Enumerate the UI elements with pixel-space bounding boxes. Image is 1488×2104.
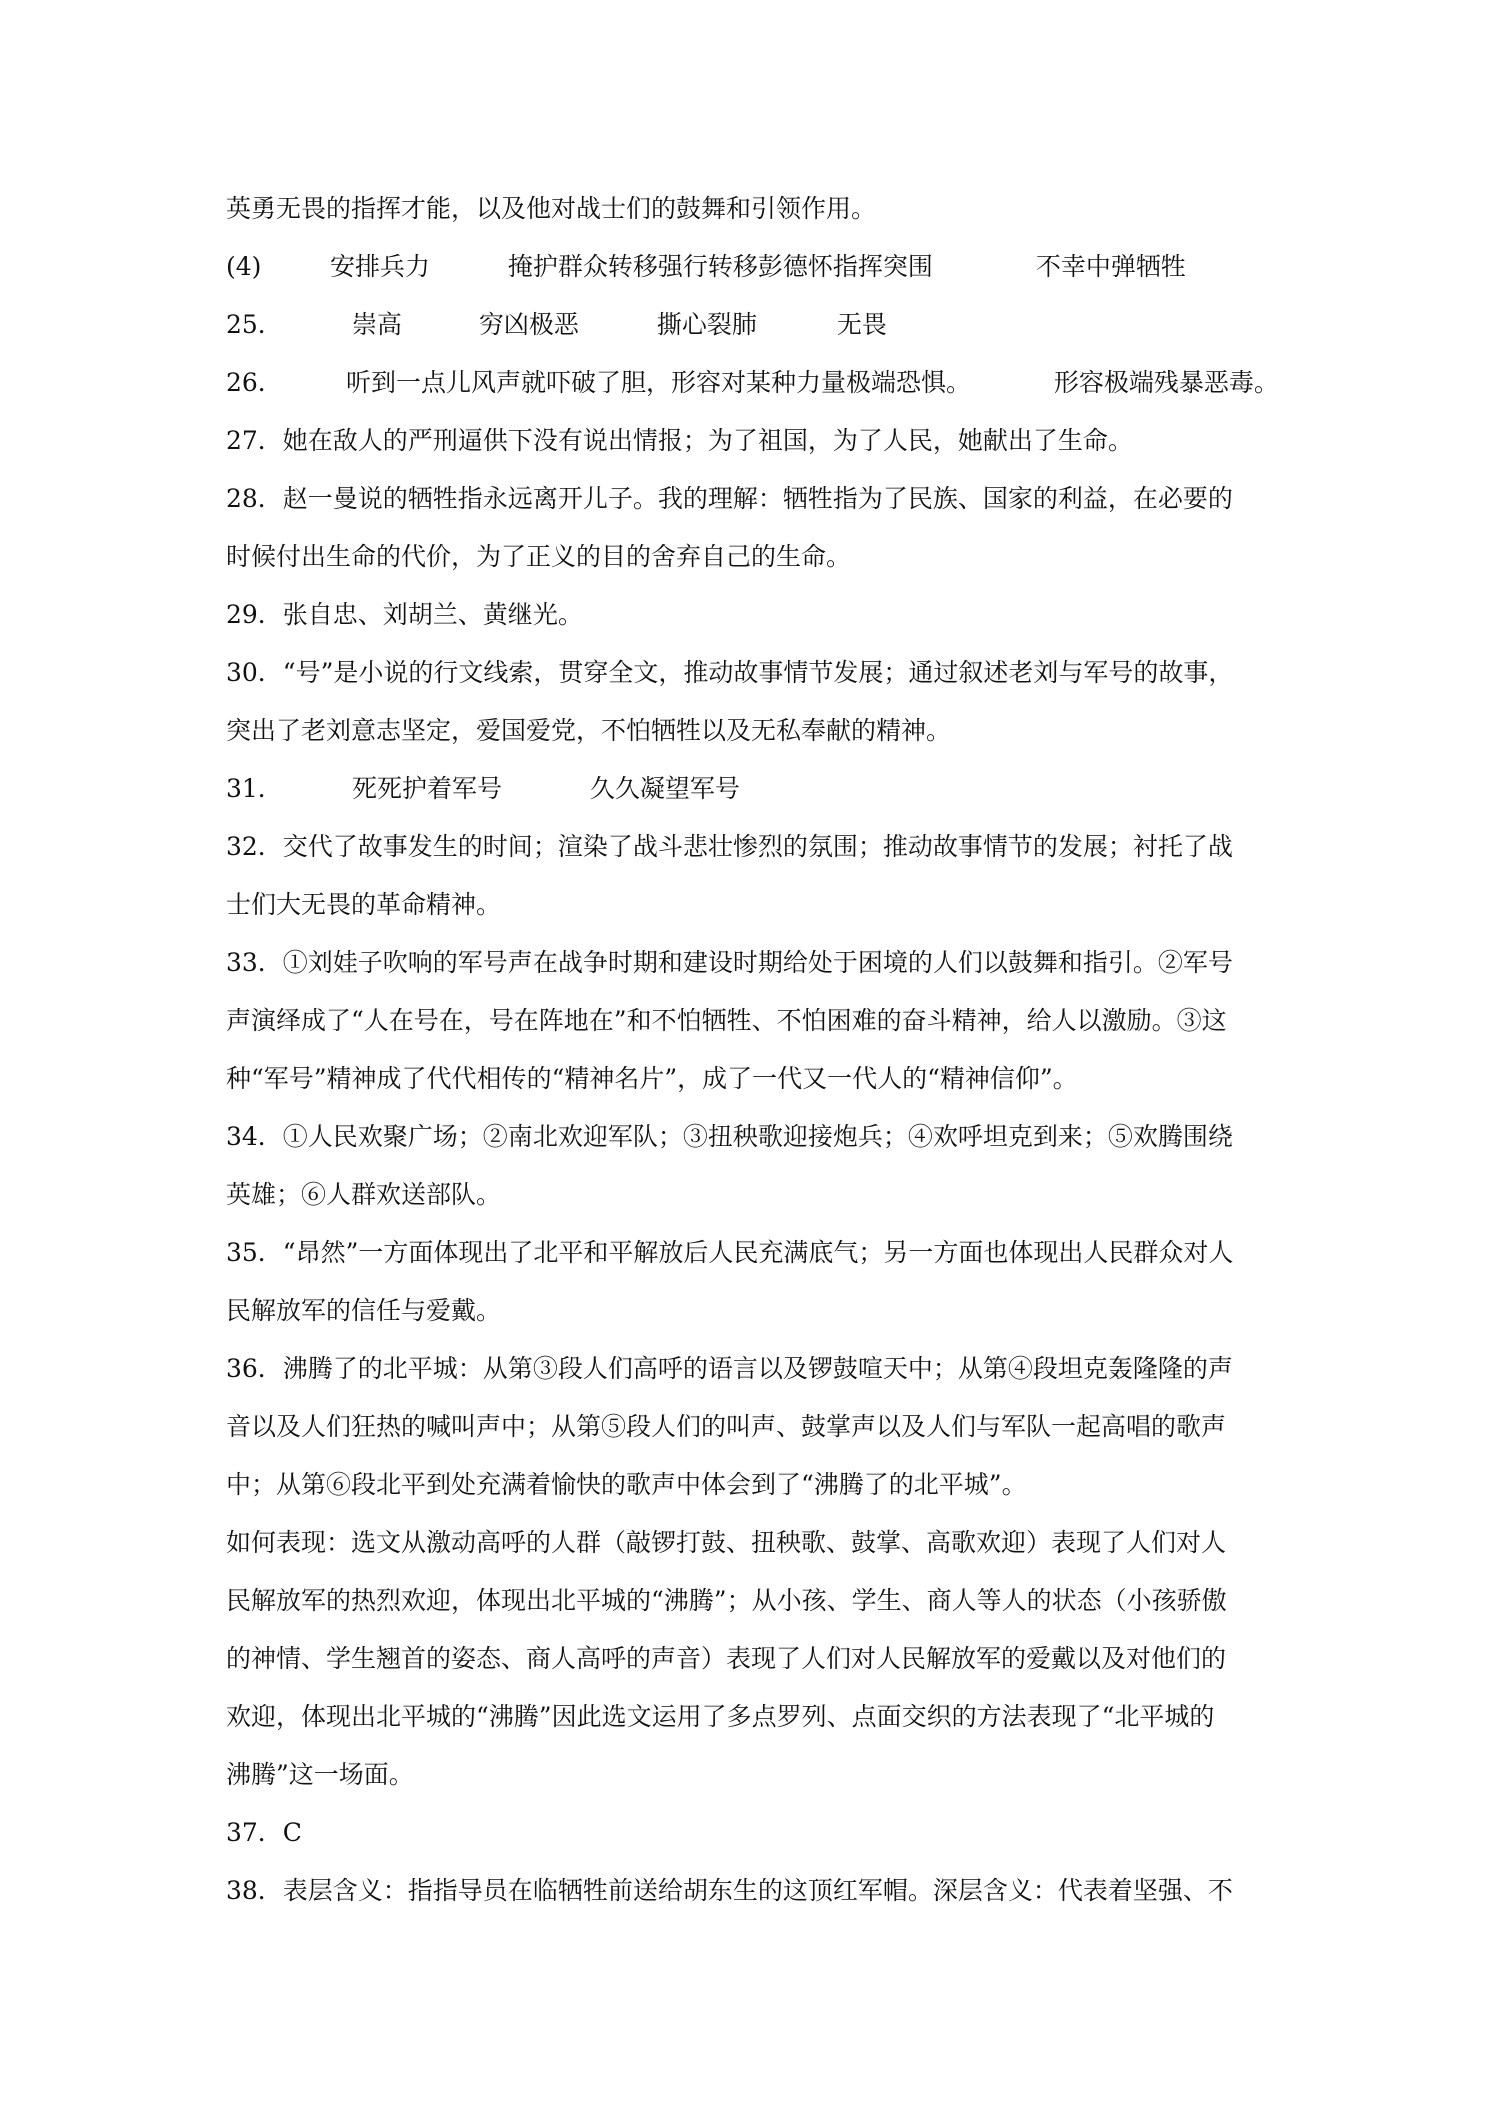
answer-blank: 崇高 — [351, 310, 402, 339]
answer-number: 25． — [226, 310, 283, 339]
answer-line-37: 37．C — [226, 1818, 302, 1847]
answer-blank: 形容极端残暴恶毒。 — [1053, 368, 1279, 397]
answer-line-28-cont: 时候付出生命的代价，为了正义的目的舍弃自己的生命。 — [226, 542, 852, 571]
answer-line-35: 35．“昂然”一方面体现出了北平和平解放后人民充满底气；另一方面也体现出人民群众对人 — [226, 1238, 1234, 1267]
answer-number: (4) — [226, 252, 262, 281]
answer-blank: 无畏 — [836, 310, 887, 339]
answer-line-4 — [226, 250, 1266, 284]
answer-line-38: 38．表层含义：指指导员在临牺牲前送给胡东生的这顶红军帽。深层含义：代表着坚强、不 — [226, 1876, 1233, 1905]
answer-line-30: 30．“号”是小说的行文线索，贯穿全文，推动故事情节发展；通过叙述老刘与军号的故事， — [226, 658, 1234, 687]
answer-line-29: 29．张自忠、刘胡兰、黄继光。 — [226, 600, 583, 629]
answer-line-27: 27．她在敌人的严刑逼供下没有说出情报；为了祖国，为了人民，她献出了生命。 — [226, 426, 1133, 455]
answer-line-25 — [226, 308, 1266, 342]
answer-line-28: 28．赵一曼说的牺牲指永远离开儿子。我的理解：牺牲指为了民族、国家的利益，在必要的 — [226, 484, 1233, 513]
answer-continuation-line: 英勇无畏的指挥才能，以及他对战士们的鼓舞和引领作用。 — [226, 194, 877, 223]
answer-blank: 死死护着军号 — [351, 774, 502, 803]
answer-blank: 撕心裂肺 — [656, 310, 757, 339]
answer-line-36-how-cont: 沸腾”这一场面。 — [226, 1760, 414, 1789]
answer-line-36-how-cont: 民解放军的热烈欢迎，体现出北平城的“沸腾”；从小孩、学生、商人等人的状态（小孩骄傲 — [226, 1586, 1227, 1615]
answer-line-31 — [226, 772, 1266, 806]
answer-line-32: 32．交代了故事发生的时间；渲染了战斗悲壮惨烈的氛围；推动故事情节的发展；衬托了战 — [226, 832, 1233, 861]
answer-line-36-how: 如何表现：选文从激动高呼的人群（敲锣打鼓、扭秧歌、鼓掌、高歌欢迎）表现了人们对人 — [226, 1528, 1227, 1557]
answer-blank: 掩护群众转移强行转移彭德怀指挥突围 — [507, 252, 933, 281]
answer-line-32-cont: 士们大无畏的革命精神。 — [226, 890, 502, 919]
answer-line-36: 36．沸腾了的北平城：从第③段人们高呼的语言以及锣鼓喧天中；从第④段坦克轰隆隆的声 — [226, 1354, 1233, 1383]
answer-line-36-how-cont: 的神情、学生翘首的姿态、商人高呼的声音）表现了人们对人民解放军的爱戴以及对他们的 — [226, 1644, 1227, 1673]
answer-blank: 穷凶极恶 — [478, 310, 579, 339]
answer-line-36-cont: 中；从第⑥段北平到处充满着愉快的歌声中体会到了“沸腾了的北平城”。 — [226, 1470, 1027, 1499]
answer-line-36-cont: 音以及人们狂热的喊叫声中；从第⑤段人们的叫声、鼓掌声以及人们与军队一起高唱的歌声 — [226, 1412, 1227, 1441]
answer-blank: 久久凝望军号 — [589, 774, 740, 803]
answer-blank: 听到一点儿风声就吓破了胆，形容对某种力量极端恐惧。 — [345, 368, 971, 397]
answer-number: 31． — [226, 774, 283, 803]
answer-number: 26． — [226, 368, 283, 397]
answer-line-35-cont: 民解放军的信任与爱戴。 — [226, 1296, 502, 1325]
answer-line-30-cont: 突出了老刘意志坚定，爱国爱党，不怕牺牲以及无私奉献的精神。 — [226, 716, 952, 745]
answer-line-34-cont: 英雄；⑥人群欢送部队。 — [226, 1180, 502, 1209]
answer-line-26 — [226, 366, 1279, 400]
answer-line-34: 34．①人民欢聚广场；②南北欢迎军队；③扭秧歌迎接炮兵；④欢呼坦克到来；⑤欢腾围绕 — [226, 1122, 1233, 1151]
answer-line-33: 33．①刘娃子吹响的军号声在战争时期和建设时期给处于困境的人们以鼓舞和指引。②军号 — [226, 948, 1233, 977]
answer-line-33-cont: 声演绎成了“人在号在，号在阵地在”和不怕牺牲、不怕困难的奋斗精神，给人以激励。③这 — [226, 1006, 1227, 1035]
answer-line-33-cont: 种“军号”精神成了代代相传的“精神名片”，成了一代又一代人的“精神信仰”。 — [226, 1064, 1078, 1093]
answer-blank: 不幸中弹牺牲 — [1035, 252, 1186, 281]
answer-line-36-how-cont: 欢迎，体现出北平城的“沸腾”因此选文运用了多点罗列、点面交织的方法表现了“北平城的 — [226, 1702, 1215, 1731]
answer-blank: 安排兵力 — [329, 252, 430, 281]
